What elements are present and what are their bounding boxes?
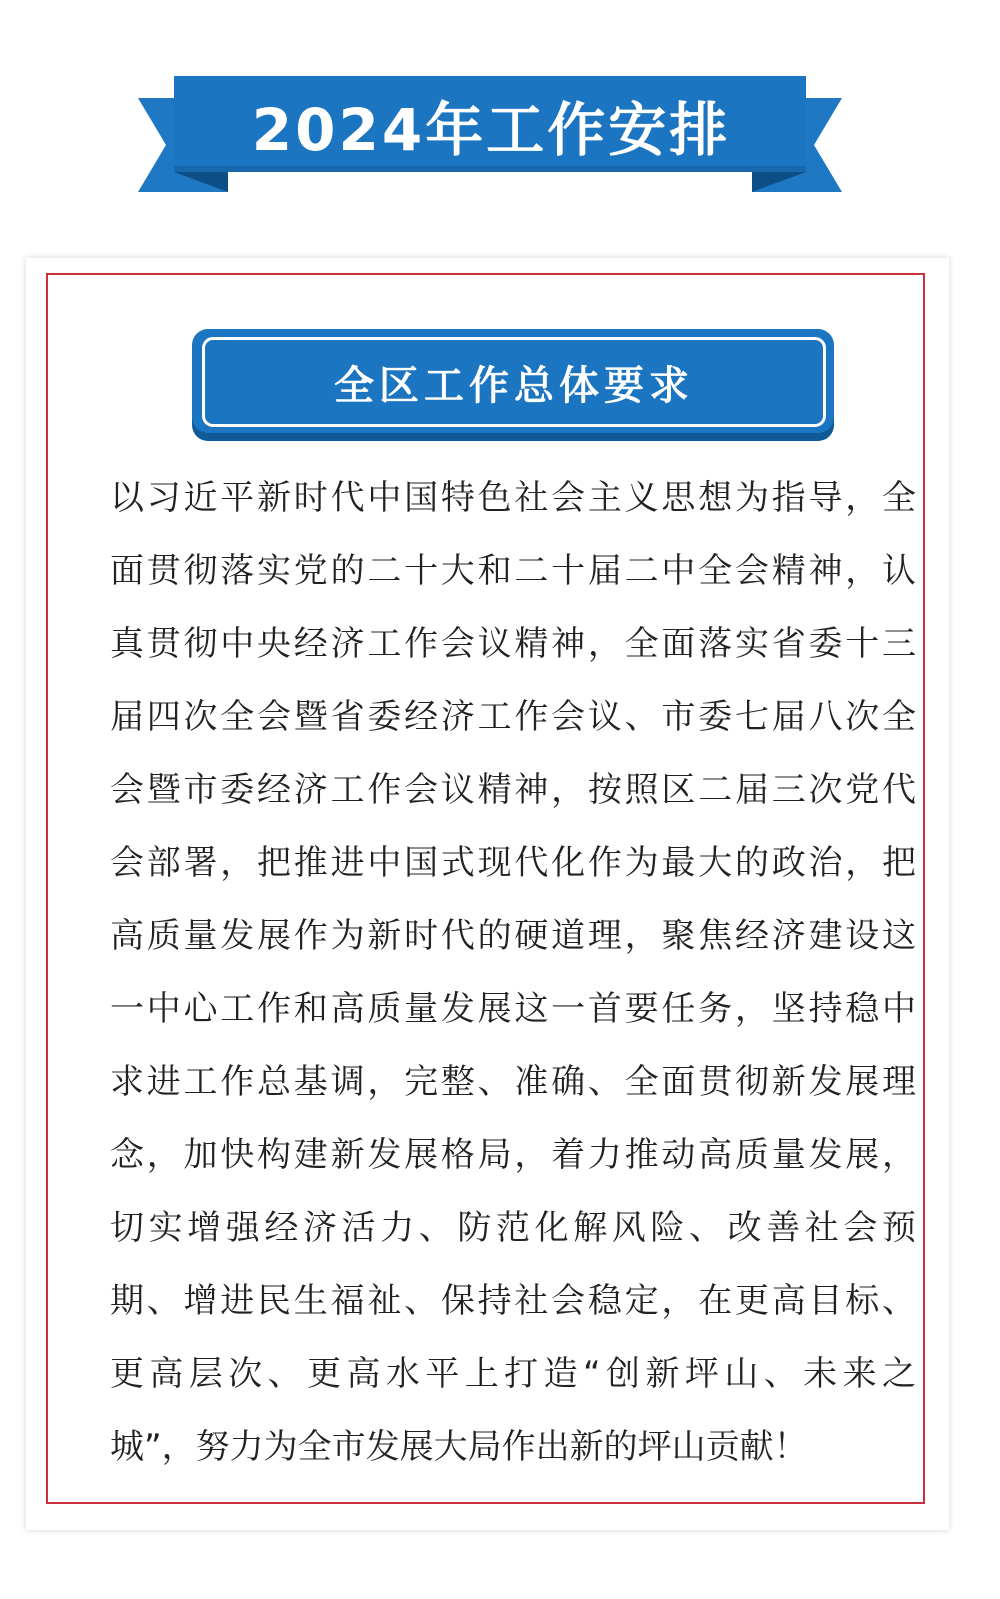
- section-title: 全区工作总体要求: [202, 337, 826, 427]
- content-card: [26, 258, 949, 1530]
- paragraph-line: 切实增强经济活力、防范化解风险、改善社会预: [110, 1208, 916, 1248]
- paragraph-line: 期、增进民生福祉、保持社会稳定，在更高目标、: [110, 1281, 916, 1321]
- title-banner: [0, 0, 1000, 220]
- paragraph-line: 面贯彻落实党的二十大和二十届二中全会精神，认: [110, 551, 916, 591]
- paragraph-line: 真贯彻中央经济工作会议精神，全面落实省委十三: [110, 624, 916, 664]
- paragraph-line: 届四次全会暨省委经济工作会议、市委七届八次全: [110, 697, 916, 737]
- paragraph-line: 会暨市委经济工作会议精神，按照区二届三次党代: [110, 770, 916, 810]
- page-title: 2024年工作安排: [251, 96, 731, 164]
- paragraph-line: 求进工作总基调，完整、准确、全面贯彻新发展理: [110, 1062, 916, 1102]
- paragraph-line: 城”，努力为全市发展大局作出新的坪山贡献！: [110, 1427, 808, 1467]
- body-paragraph: [110, 462, 916, 1484]
- paragraph-line: 一中心工作和高质量发展这一首要任务，坚持稳中: [110, 989, 916, 1029]
- paragraph-line: 念，加快构建新发展格局，着力推动高质量发展，: [110, 1135, 916, 1175]
- section-header: [192, 329, 834, 441]
- paragraph-line: 会部署，把推进中国式现代化作为最大的政治，把: [110, 843, 916, 883]
- paragraph-line: 高质量发展作为新时代的硬道理，聚焦经济建设这: [110, 916, 916, 956]
- card-border: [46, 273, 925, 1504]
- paragraph-line: 更高层次、更高水平上打造“创新坪山、未来之: [110, 1354, 916, 1394]
- paragraph-line: 以习近平新时代中国特色社会主义思想为指导，全: [110, 478, 916, 518]
